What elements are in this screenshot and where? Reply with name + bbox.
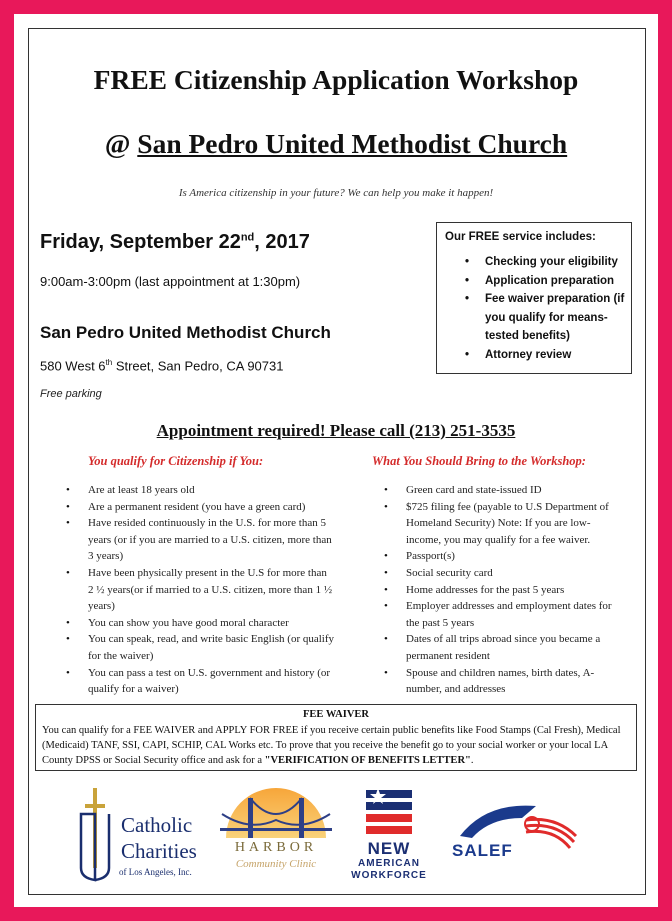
fee-end: . bbox=[470, 755, 474, 766]
fee-waiver-body bbox=[42, 723, 632, 768]
salef-text: SALEF bbox=[452, 841, 513, 860]
list-item: • Application preparation bbox=[485, 272, 629, 291]
catholic-line-1: Catholic bbox=[121, 813, 193, 837]
bring-heading: What You Should Bring to the Workshop: bbox=[372, 454, 586, 468]
list-item: • $725 filing fee (payable to U.S Department of Homeland Security) Note: If you are low-income, you may qualify for a fee waiver. bbox=[406, 499, 624, 549]
list-item: • Checking your eligibility bbox=[485, 253, 629, 272]
qualify-list bbox=[88, 482, 334, 698]
fee-emphasis: "VERIFICATION OF BENEFITS LETTER" bbox=[264, 755, 471, 766]
services-list bbox=[447, 253, 629, 364]
bring-list bbox=[406, 482, 624, 698]
tagline: Is America citizenship in your future? We can help you make it happen! bbox=[178, 187, 494, 199]
catholic-small: of Los Angeles, Inc. bbox=[119, 867, 192, 877]
list-item: • Are at least 18 years old bbox=[88, 482, 334, 499]
event-time: 9:00am-3:00pm (last appointment at 1:30pm) bbox=[40, 274, 301, 289]
appointment-line: Appointment required! Please call (213) 251-3535 bbox=[156, 421, 516, 440]
fee-waiver-box bbox=[35, 704, 637, 771]
address-post: Street, San Pedro, CA 90731 bbox=[112, 358, 284, 374]
list-item: • Social security card bbox=[406, 565, 624, 582]
title-line-2 bbox=[0, 128, 672, 160]
list-item: • Have been physically present in the U.S for more than 2 ½ years(or if married to a U.S. citizen, more than 1 ½ years) bbox=[88, 565, 334, 615]
naw-line-2: AMERICAN bbox=[358, 858, 420, 869]
event-address bbox=[40, 358, 283, 373]
new-american-workforce-flag-icon bbox=[366, 786, 412, 834]
address-sup: th bbox=[105, 358, 113, 367]
harbor-sub: Community Clinic bbox=[235, 858, 317, 870]
list-item: • Have resided continuously in the U.S. for more than 5 years (or if you are married to a U.S. citizen, more than 3 years) bbox=[88, 515, 334, 565]
catholic-line-2: Charities bbox=[121, 839, 197, 863]
harbor-text: HARBOR bbox=[234, 840, 318, 855]
list-item: • You can show you have good moral character bbox=[88, 615, 334, 632]
title-at: @ bbox=[104, 128, 138, 159]
event-venue: San Pedro United Methodist Church bbox=[40, 323, 331, 342]
services-title: Our FREE service includes: bbox=[445, 231, 596, 243]
date-main: Friday, September 22 bbox=[40, 231, 241, 253]
harbor-bridge-icon bbox=[220, 784, 332, 840]
address-pre: 580 West 6 bbox=[40, 358, 106, 374]
list-item: • Employer addresses and employment dates for the past 5 years bbox=[406, 598, 624, 631]
list-item: • Fee waiver preparation (if you qualify for means-tested benefits) bbox=[485, 290, 629, 346]
event-date bbox=[40, 231, 310, 254]
catholic-charities-cross-icon bbox=[78, 786, 114, 886]
naw-text bbox=[344, 840, 434, 882]
catholic-charities-text bbox=[121, 812, 197, 864]
list-item: • Spouse and children names, birth dates, A-number, and addresses bbox=[406, 665, 624, 698]
list-item: • Passport(s) bbox=[406, 548, 624, 565]
title-line-1: FREE Citizenship Application Workshop bbox=[93, 64, 579, 95]
date-sup: nd bbox=[240, 231, 255, 244]
title-church: San Pedro United Methodist Church bbox=[137, 128, 568, 159]
list-item: • Attorney review bbox=[485, 346, 629, 365]
fee-waiver-title: FEE WAIVER bbox=[302, 709, 370, 720]
list-item: • You can pass a test on U.S. government and history (or qualify for a waiver) bbox=[88, 665, 334, 698]
date-year: , 2017 bbox=[254, 231, 310, 253]
list-item: • Green card and state-issued ID bbox=[406, 482, 624, 499]
naw-line-3: WORKFORCE bbox=[351, 870, 427, 881]
naw-line-1: NEW bbox=[367, 839, 411, 858]
services-box bbox=[436, 222, 632, 374]
list-item: • You can speak, read, and write basic English (or qualify for the waiver) bbox=[88, 631, 334, 664]
list-item: • Are a permanent resident (you have a green card) bbox=[88, 499, 334, 516]
list-item: • Home addresses for the past 5 years bbox=[406, 582, 624, 599]
fee-body-text: You can qualify for a FEE WAIVER and APPLY FOR FREE if you receive certain public benefits like Food Stamps (Cal Fresh), Medical (Medicaid) TANF, SSI, CAPI, SCHIP, CAL Works etc. To prove that you receive the benefit go to your social worker or your local LA County DPSS or Social Security office and ask for a bbox=[42, 725, 621, 766]
list-item: • Dates of all trips abroad since you became a permanent resident bbox=[406, 631, 624, 664]
parking-note: Free parking bbox=[40, 388, 102, 400]
qualify-heading: You qualify for Citizenship if You: bbox=[88, 454, 264, 468]
